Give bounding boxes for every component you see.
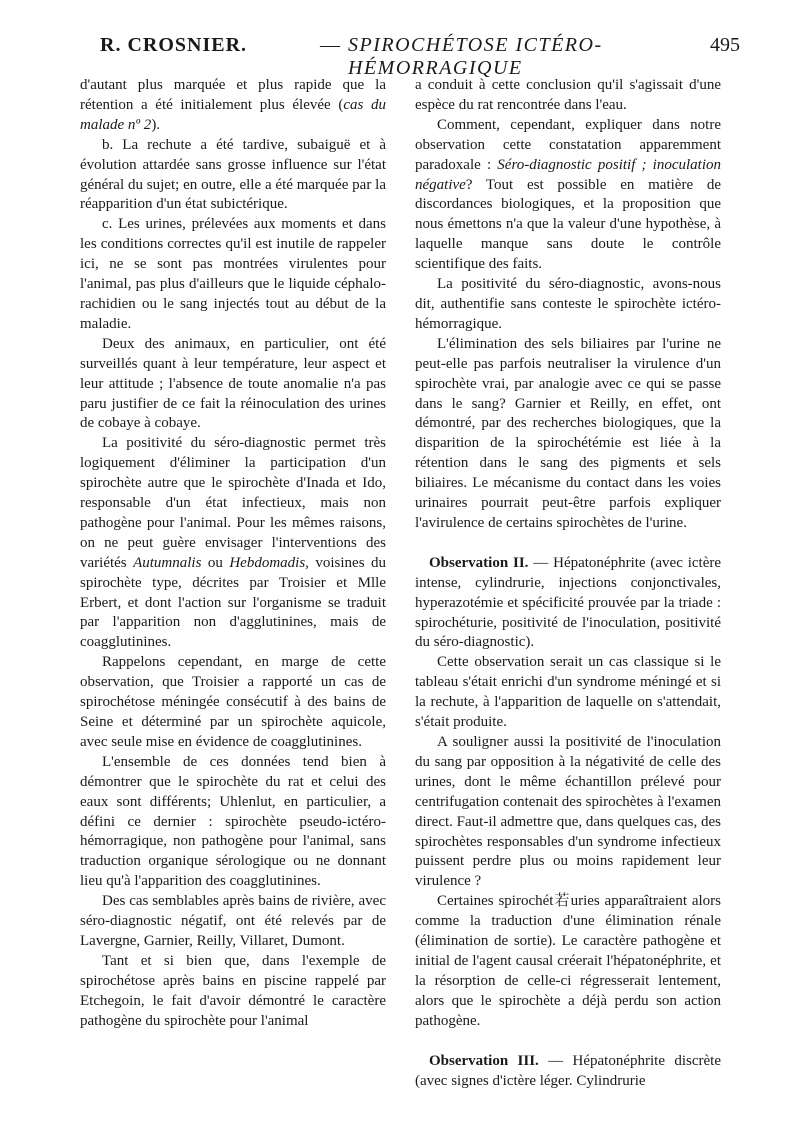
- paragraph: Cette observation serait un cas classique si le tableau s'était enrichi d'un syndrome méningé et si la rechute, à l'apparition de laquelle on s'attendait, s'était produite.: [415, 654, 721, 731]
- paragraph: Rappelons cependant, en marge de cette observation, que Troisier a rapporté un cas de spirochétose méningée consécutif à des bains de Seine et déterminé par un spirochète aquicole, avec seule mise en évidence de coagglutinines.: [80, 654, 386, 750]
- observation-title: Observation II.: [429, 554, 529, 571]
- left-column: [80, 76, 386, 1032]
- paragraph: b. La rechute a été tardive, subaiguë et à évolution attardée sans grosse influence sur l'état général du sujet; en outre, elle a été marquée par la réapparition d'un état subictérique.: [80, 136, 386, 213]
- paragraph: La positivité du séro-diagnostic, avons-nous dit, authentifie sans conteste le spirochète ictéro-hémorragique.: [415, 276, 721, 332]
- section-gap: [415, 1032, 721, 1052]
- text-run: , voisines du spirochète type, décrites par Troisier et Mlle Erbert, et dont l'action sur l'organisme se traduit par l'apparition non d'agglutinines, mais de coagglutinines.: [80, 554, 386, 651]
- italic-run: Hebdomadis: [229, 554, 306, 571]
- paragraph: A souligner aussi la positivité de l'inoculation du sang par opposition à la négativité de celle des urines, dont le même échantillon prélevé pour centrifugation contenait des spirochètes à l'examen direct. Faut-il admettre que, dans quelques cas, des spirochètes responsables d'un syndrome infectieux puissent perdre plus ou moins rapidement leur virulence ?: [415, 734, 721, 890]
- text-run: ou: [201, 554, 230, 571]
- paragraph: Des cas semblables après bains de rivière, avec séro-diagnostic négatif, ont été relevés par de Lavergne, Garnier, Reilly, Villaret, Dumont.: [80, 893, 386, 949]
- header-dash: —: [320, 34, 340, 56]
- observation-title: Observation III.: [429, 1052, 539, 1069]
- page-number: 495: [710, 34, 740, 56]
- text-run: La positivité du séro-diagnostic permet très logiquement d'éliminer la participation d'un spirochète autre que le spirochète d'Inada et Ido, responsable d'un état infectieux, mais non pathogène pour l'animal. Pour les mêmes raisons, on ne peut guère envisager l'interventions des variétés: [80, 435, 386, 571]
- right-column: [415, 76, 721, 1091]
- paragraph: Deux des animaux, en particulier, ont été surveillés quant à leur température, leur aspect et leur attitude ; l'absence de toute anomalie n'a pas paru justifier de ce fait la réinoculation des urines de cobaye à cobaye.: [80, 335, 386, 432]
- paragraph: [415, 116, 721, 275]
- paragraph: L'ensemble de ces données tend bien à démontrer que le spirochète du rat et celui des eaux sont différents; Uhlenlut, en particulier, a défini ce dernier : spirochète pseudo-ictéro-hémorragique, non pathogène pour l'animal, sans traduction organique sérologique ou ne donnant lieu qu'à l'apparition des coagglutinines.: [80, 753, 386, 890]
- header-author: R. CROSNIER.: [100, 34, 248, 56]
- observation-heading-paragraph: [415, 554, 721, 654]
- text-run: d'autant plus marquée et plus rapide que la rétention a été initialement plus élevée (: [80, 77, 386, 113]
- running-header: [76, 34, 740, 79]
- paragraph: [80, 76, 386, 136]
- italic-run: Autumnalis: [133, 554, 202, 571]
- paragraph: Certaines spirochét若uries apparaîtraient alors comme la traduction d'une élimination rénale (élimination de sortie). Le caractère pathogène et initial de l'agent causal créerait l'hépatonéphrite, et la résorption de celle-ci régresserait lentement, alors que le spirochète a déjà perdu son action pathogène.: [415, 893, 721, 1029]
- paragraph: c. Les urines, prélevées aux moments et dans les conditions correctes qu'il est inutile de rappeler ici, ne se sont pas montrées virulentes pour l'animal, pas plus d'ailleurs que le liquide céphalo-rachidien ou le sang injectés tout au début de la maladie.: [80, 216, 386, 332]
- paragraph: L'élimination des sels biliaires par l'urine ne peut-elle pas parfois neutraliser la virulence d'un spirochète vrai, par analogie avec ce qui se passe dans le sang? Garnier et Reilly, en effet, ont démontré, par des recherches biologiques, que la disparition de la spirochétémie est liée à la rétention dans le sang des pigments et sels biliaires. Le mécanisme du contact dans les voies urinaires pourrait peut-être parfois expliquer l'avirulence de certains spirochètes de l'urine.: [415, 335, 721, 531]
- header-title: SPIROCHÉTOSE ICTÉRO-HÉMORRAGIQUE: [348, 34, 603, 79]
- italic-run: Séro-diagnostic positif ; inoculation négative: [415, 156, 722, 193]
- text-run: Comment, cependant, expliquer dans notre observation cette constatation apparemment paradoxale :: [415, 116, 721, 173]
- text-run: — Hépatonéphrite discrète (avec signes d'ictère léger. Cylindrurie: [415, 1052, 721, 1089]
- italic-run: cas du malade nº 2: [80, 96, 386, 133]
- paragraph: Tant et si bien que, dans l'exemple de spirochétose après bains en piscine rappelé par Etchegoin, le fait d'avoir démontré le caractère pathogène du spirochète pour l'animal: [80, 952, 386, 1029]
- text-run: ).: [151, 116, 161, 133]
- paragraph: [80, 434, 386, 653]
- text-run: — Hépatonéphrite (avec ictère intense, cylindrurie, injections conjonctivales, hyperazotémie et spécificité prouvée par la triade : spirochéturie, positivité de l'inoculation, positivité du séro-diagnostic).: [415, 554, 722, 651]
- text-run: ? Tout est possible en matière de discordances biologiques, et la proposition que nous émettons n'a que la valeur d'une hypothèse, à laquelle manque sans doute le contrôle scientifique des faits.: [415, 176, 721, 273]
- section-gap: [415, 534, 721, 554]
- paragraph: a conduit à cette conclusion qu'il s'agissait d'une espèce du rat rencontrée dans l'eau.: [415, 77, 721, 113]
- observation-heading-paragraph: [415, 1052, 721, 1092]
